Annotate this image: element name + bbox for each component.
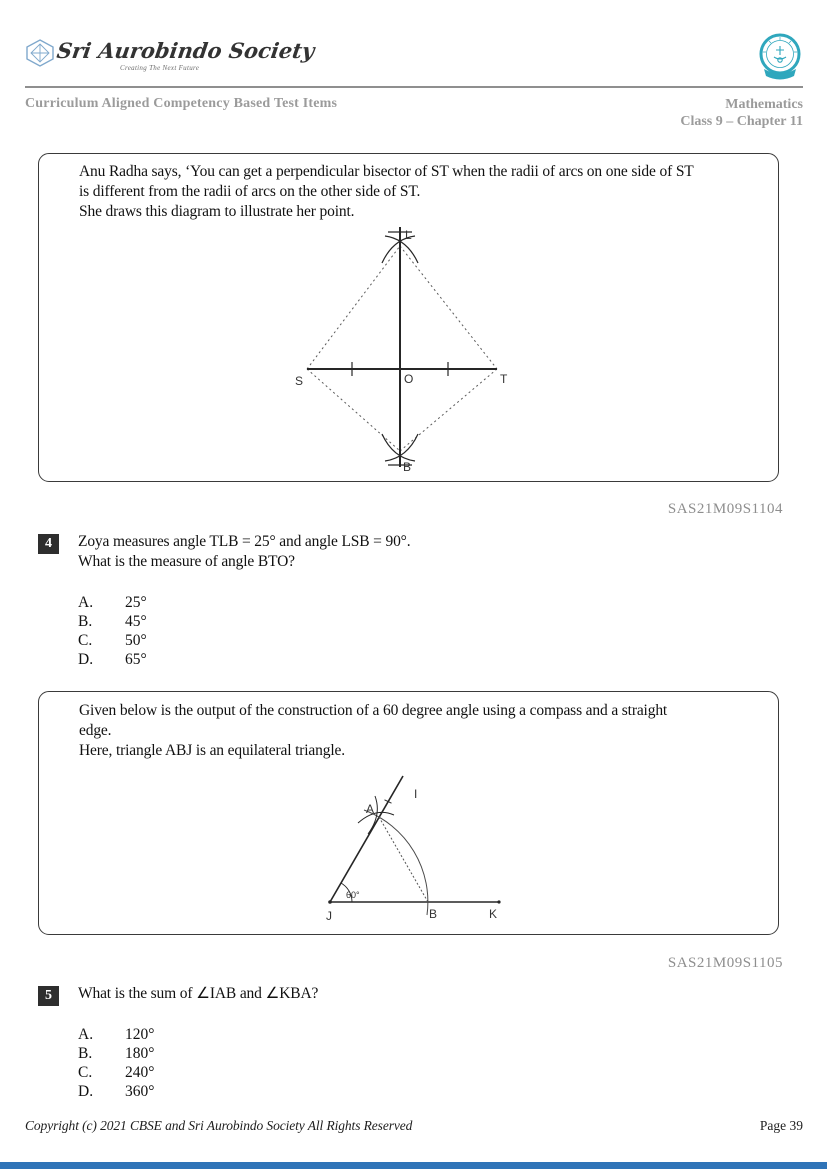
document-title: Curriculum Aligned Competency Based Test Items xyxy=(25,96,338,111)
subject-label: Mathematics xyxy=(725,97,803,112)
society-logo-icon xyxy=(24,39,56,67)
q4-option-a-letter[interactable]: A. xyxy=(78,594,94,611)
point-label-B: B xyxy=(403,460,412,473)
point-label-O: O xyxy=(404,372,414,386)
q5-option-c-letter[interactable]: C. xyxy=(78,1064,93,1081)
copyright-notice: Copyright (c) 2021 CBSE and Sri Aurobindo Society All Rights Reserved xyxy=(25,1118,413,1133)
q4-option-c-value[interactable]: 50° xyxy=(125,632,147,649)
q5-option-b-value[interactable]: 180° xyxy=(125,1045,155,1062)
point-label-S: S xyxy=(295,374,304,388)
subject-chapter xyxy=(680,96,803,130)
class-chapter-label: Class 9 – Chapter 11 xyxy=(680,114,803,129)
point-label-B: B xyxy=(429,907,438,921)
q5-option-b-letter[interactable]: B. xyxy=(78,1045,93,1062)
item-code-1: SAS21M09S1104 xyxy=(667,501,783,517)
point-label-T: T xyxy=(500,372,508,386)
point-label-K: K xyxy=(489,907,498,921)
passage1-line2: is different from the radii of arcs on the other side of ST. xyxy=(79,183,421,200)
passage1-text xyxy=(79,162,771,222)
q5-option-c-value[interactable]: 240° xyxy=(125,1064,155,1081)
perpendicular-bisector-diagram xyxy=(291,225,513,473)
question4-text xyxy=(78,532,410,572)
passage1-line3: She draws this diagram to illustrate her point. xyxy=(79,203,355,220)
header-divider xyxy=(25,86,803,88)
q4-option-d-value[interactable]: 65° xyxy=(125,651,147,668)
passage2-line1: Given below is the output of the construction of a 60 degree angle using a compass and a straight xyxy=(79,702,668,719)
question5-text: What is the sum of ∠IAB and ∠KBA? xyxy=(78,985,319,1002)
q5-option-a-value[interactable]: 120° xyxy=(125,1026,155,1043)
passage1-line1: Anu Radha says, ‘You can get a perpendicular bisector of ST when the radii of arcs on one side of ST xyxy=(79,163,694,180)
question5-number-badge: 5 xyxy=(38,986,59,1006)
q5-option-d-letter[interactable]: D. xyxy=(78,1083,94,1100)
q4-option-a-value[interactable]: 25° xyxy=(125,594,147,611)
point-label-L: L xyxy=(405,228,412,242)
sixty-degree-construction-diagram xyxy=(316,771,516,928)
point-label-I: I xyxy=(414,787,418,801)
q5-option-a-letter[interactable]: A. xyxy=(78,1026,94,1043)
q4-option-b-value[interactable]: 45° xyxy=(125,613,147,630)
passage-box-2 xyxy=(38,691,779,935)
q4-option-d-letter[interactable]: D. xyxy=(78,651,94,668)
passage2-line2: edge. xyxy=(79,722,112,739)
page-number: Page 39 xyxy=(759,1118,803,1133)
passage2-line3: Here, triangle ABJ is an equilateral triangle. xyxy=(79,742,345,759)
society-logo-text: Sri Aurobindo Society xyxy=(55,38,317,63)
angle-label-60: 60° xyxy=(346,890,360,900)
question4-line1: Zoya measures angle TLB = 25° and angle LSB = 90°. xyxy=(78,533,411,550)
q4-option-c-letter[interactable]: C. xyxy=(78,632,93,649)
bottom-accent-bar xyxy=(0,1162,827,1169)
point-label-J: J xyxy=(326,909,332,923)
question4-line2: What is the measure of angle BTO? xyxy=(78,553,295,570)
item-code-2: SAS21M09S1105 xyxy=(667,955,783,971)
q5-option-d-value[interactable]: 360° xyxy=(125,1083,155,1100)
question4-number-badge: 4 xyxy=(38,534,59,554)
q4-option-b-letter[interactable]: B. xyxy=(78,613,93,630)
cbse-emblem-icon xyxy=(757,33,803,83)
passage-box-1 xyxy=(38,153,779,482)
society-logo-tagline: Creating The Next Future xyxy=(120,64,200,72)
point-label-A: A xyxy=(366,802,375,816)
passage2-text xyxy=(79,701,771,761)
